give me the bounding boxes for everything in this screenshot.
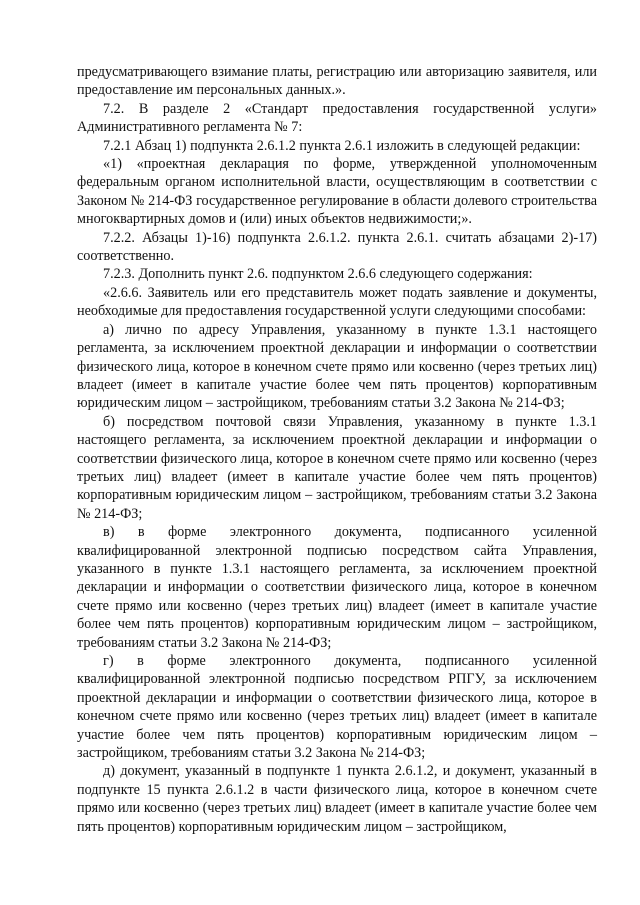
paragraph-item-v: в) в форме электронного документа, подписанного усиленной квалифицированной электронной подписью посредством сайта Управления, указанного в пункте 1.3.1 настоящего регламента, за исключением проектной декларации и информации о соответствии физического лица, которое в конечном счете прямо или косвенно (через третьих лиц) владеет (имеет в капитале участие более чем пять процентов) корпоративным юридическим лицом – застройщиком, требованиям статьи 3.2 Закона № 214-ФЗ; — [77, 524, 597, 651]
paragraph-quote-1: «1) «проектная декларация по форме, утвержденной уполномоченным федеральным органом исполнительной власти, осуществляющим в соответствии с Законом № 214-ФЗ государственное регулирование в области долевого строительства многоквартирных домов и (или) иных объектов недвижимости;». — [77, 156, 597, 228]
paragraph-2-6-6: «2.6.6. Заявитель или его представитель может подать заявление и документы, необходимые для предоставления государственной услуги следующими способами: — [77, 284, 597, 320]
paragraph-7-2-1: 7.2.1 Абзац 1) подпункта 2.6.1.2 пункта 2.6.1 изложить в следующей редакции: — [103, 137, 581, 154]
paragraph-continuation: предусматривающего взимание платы, регистрацию или авторизацию заявителя, или предоставление им персональных данных.». — [77, 64, 597, 99]
paragraph-7-2-3: 7.2.3. Дополнить пункт 2.6. подпунктом 2.6.6 следующего содержания: — [103, 266, 533, 283]
paragraph-item-g: г) в форме электронного документа, подписанного усиленной квалифицированной электронной подписью посредством РПГУ, за исключением проектной декларации и информации о соответствии физического лица, которое в конечном счете прямо или косвенно (через третьих лиц) владеет (имеет в капитале участие более чем пять процентов) корпоративным юридическим лицом – застройщиком, требованиям статьи 3.2 Закона № 214-ФЗ; — [77, 653, 597, 762]
paragraph-7-2-2: 7.2.2. Абзацы 1)-16) подпункта 2.6.1.2. пункта 2.6.1. считать абзацами 2)-17) соответственно. — [77, 229, 597, 265]
document-page — [77, 63, 597, 836]
paragraph-item-a: а) лично по адресу Управления, указанному в пункте 1.3.1 настоящего регламента, за исключением проектной декларации и информации о соответствии физического лица, которое в конечном счете прямо или косвенно (через третьих лиц) владеет (имеет в капитале участие более чем пять процентов) корпоративным юридическим лицом – застройщиком, требованиям статьи 3.2 Закона № 214-ФЗ; — [77, 321, 597, 412]
paragraph-item-d: д) документ, указанный в подпункте 1 пункта 2.6.1.2, и документ, указанный в подпункте 15 пункта 2.6.1.2 в части физического лица, которое в конечном счете прямо или косвенно (через третьих лиц) владеет (имеет в капитале участие более чем пять процентов) корпоративным юридическим лицом – застройщиком, — [77, 763, 597, 835]
paragraph-item-b: б) посредством почтовой связи Управления, указанному в пункте 1.3.1 настоящего регламента, за исключением проектной декларации и информации о соответствии физического лица, которое в конечном счете прямо или косвенно (через третьих лиц) владеет (имеет в капитале участие более чем пять процентов) корпоративным юридическим лицом – застройщиком, требованиям статьи 3.2 Закона № 214-ФЗ; — [77, 413, 597, 522]
paragraph-7-2: 7.2. В разделе 2 «Стандарт предоставления государственной услуги» Административного регламента № 7: — [77, 100, 597, 136]
